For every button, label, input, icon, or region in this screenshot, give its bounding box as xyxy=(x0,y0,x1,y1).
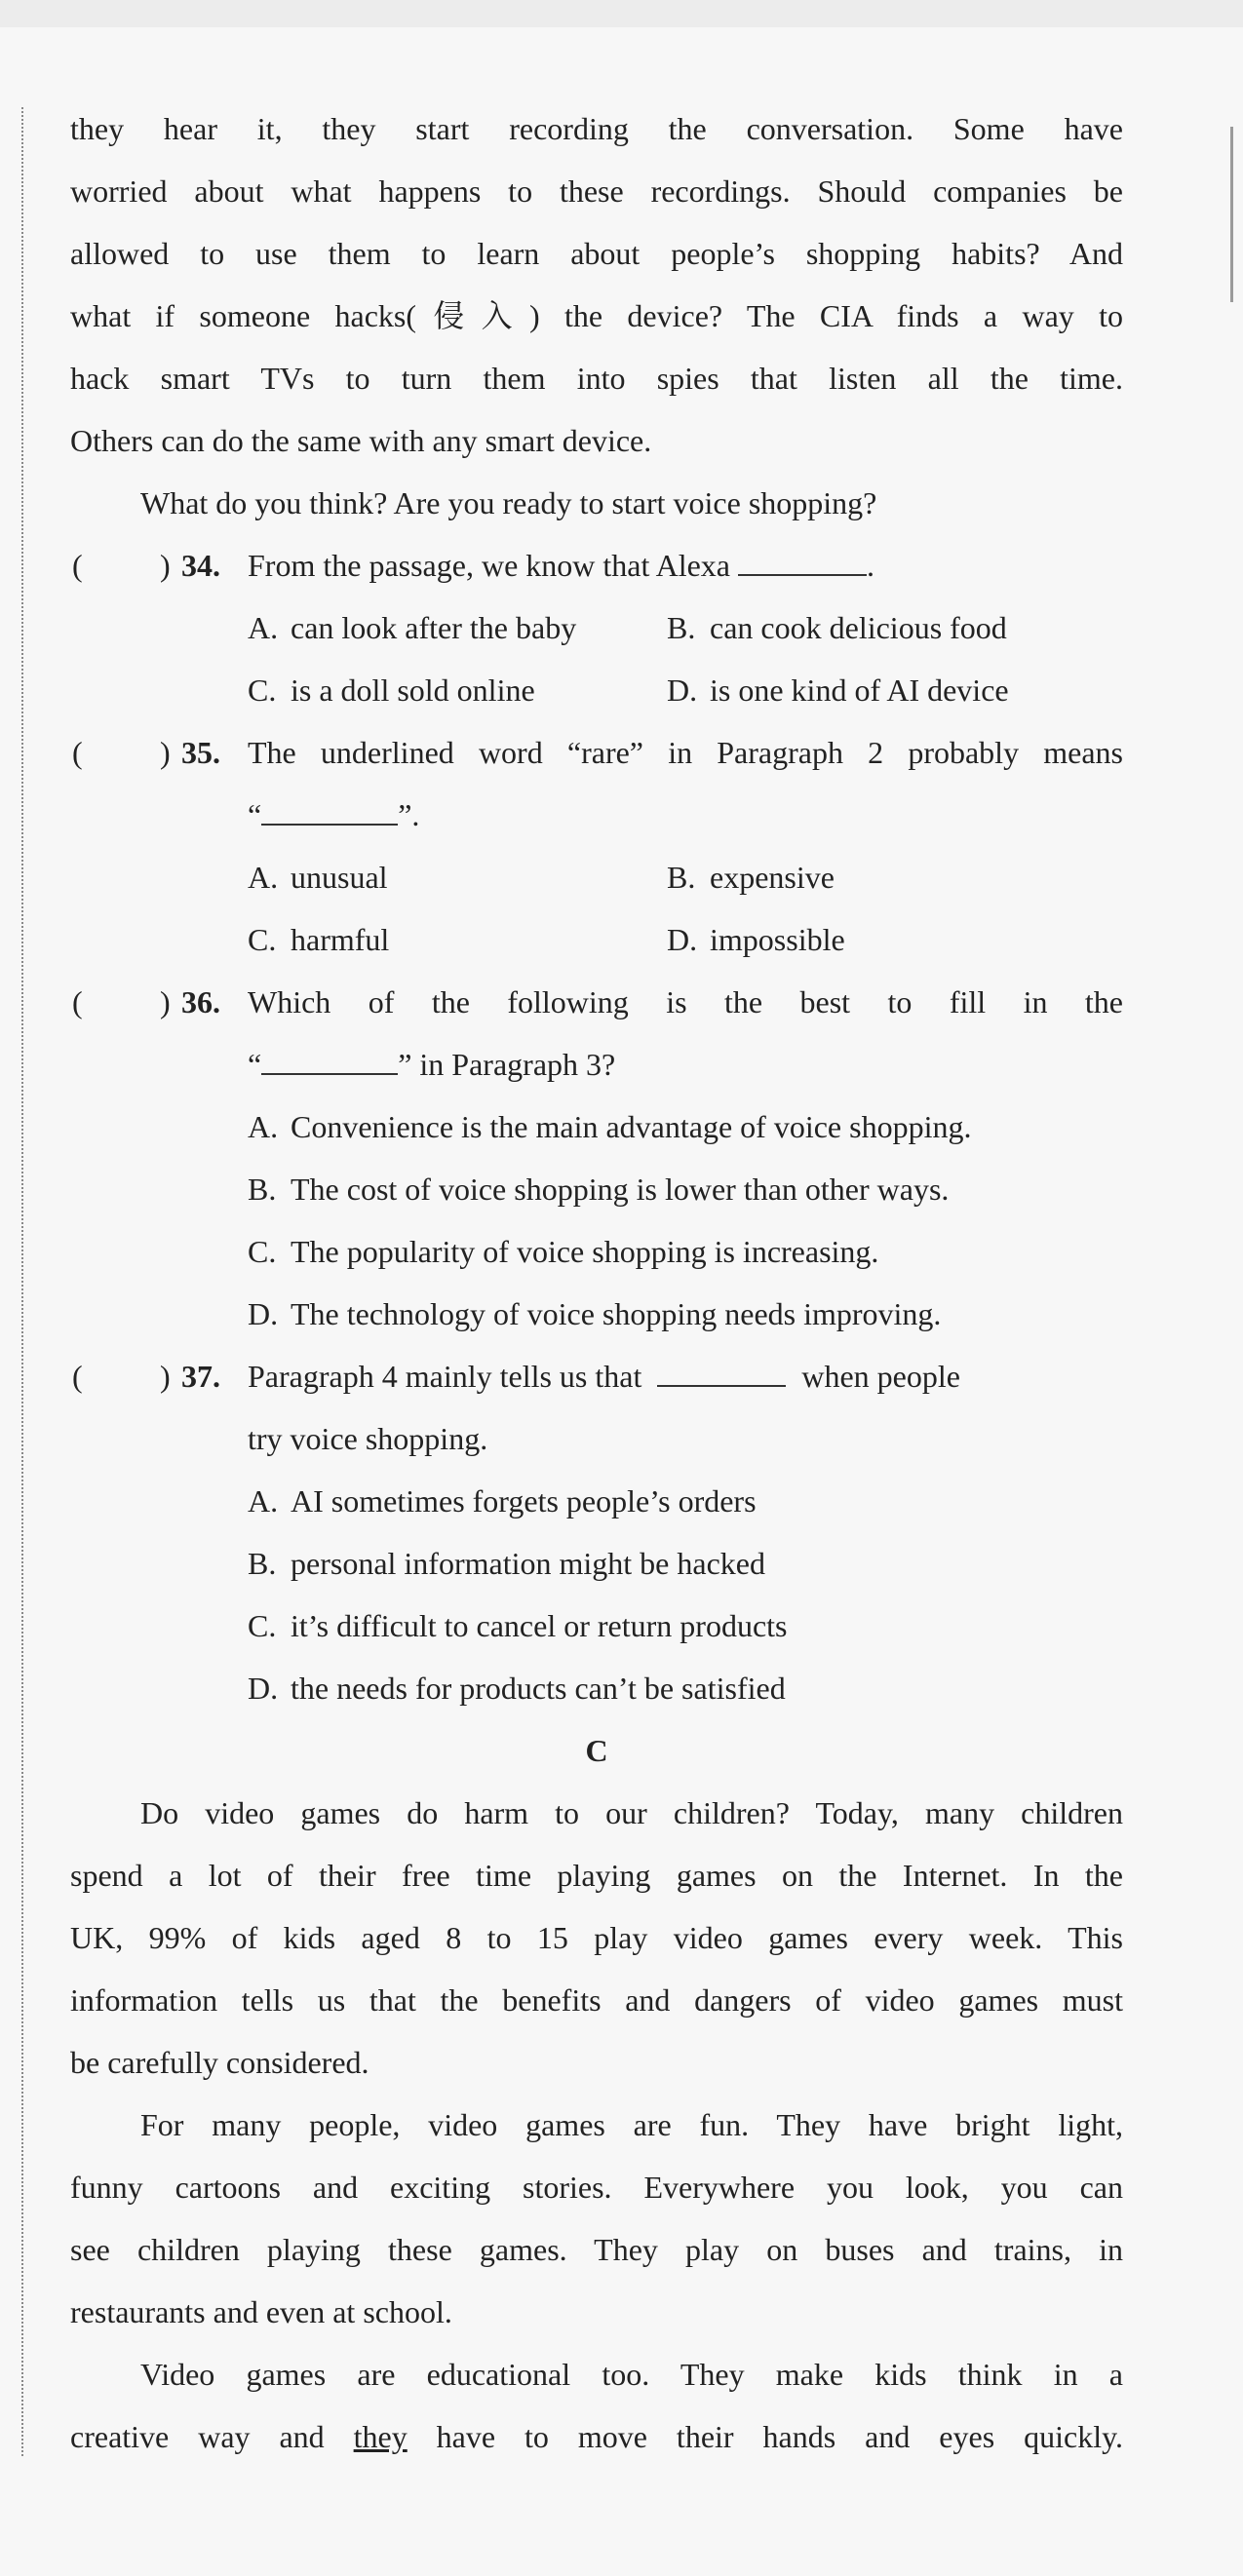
option-b: B. can cook delicious food xyxy=(667,610,1007,645)
answer-blank xyxy=(261,798,398,826)
question-stem: From the passage, we know that Alexa . xyxy=(248,548,874,583)
question-number: 35. xyxy=(181,735,220,770)
answer-blank xyxy=(738,549,867,576)
passage-line: Do video games do harm to our children? Today, many children xyxy=(140,1795,1123,1830)
passage-line: For many people, video games are fun. They have bright light, xyxy=(140,2107,1123,2142)
passage-line: they hear it, they start recording the conversation. Some have xyxy=(70,111,1123,146)
passage-line: information tells us that the benefits and dangers of video games must xyxy=(70,1982,1123,2018)
section-heading: C xyxy=(585,1733,608,1768)
option-c: C. it’s difficult to cancel or return products xyxy=(248,1608,788,1643)
passage-line: restaurants and even at school. xyxy=(70,2294,452,2329)
option-a: A. unusual xyxy=(248,860,388,895)
answer-paren-open[interactable]: ( xyxy=(72,735,83,770)
passage-line: allowed to use them to learn about people’s shopping habits? And xyxy=(70,236,1123,271)
option-c: C. is a doll sold online xyxy=(248,673,535,708)
passage-line: what if someone hacks(侵入) the device? The CIA finds a way to xyxy=(70,298,1123,333)
passage-closing: What do you think? Are you ready to start voice shopping? xyxy=(140,485,877,520)
passage-line: funny cartoons and exciting stories. Everywhere you look, you can xyxy=(70,2170,1123,2205)
question-stem: The underlined word “rare” in Paragraph 2 probably means xyxy=(248,735,1123,770)
answer-blank xyxy=(261,1048,398,1075)
option-a: A. can look after the baby xyxy=(248,610,577,645)
answer-paren-close: ) xyxy=(160,984,171,1019)
question-number: 36. xyxy=(181,984,220,1019)
question-stem: Paragraph 4 mainly tells us that when people xyxy=(248,1359,960,1394)
option-d: D. the needs for products can’t be satisfied xyxy=(248,1671,786,1706)
passage-line: worried about what happens to these recordings. Should companies be xyxy=(70,173,1123,209)
passage-line: Video games are educational too. They make kids think in a xyxy=(140,2357,1123,2392)
passage-line: hack smart TVs to turn them into spies that listen all the time. xyxy=(70,361,1123,396)
passage-line: UK, 99% of kids aged 8 to 15 play video games every week. This xyxy=(70,1920,1123,1955)
option-d: D. impossible xyxy=(667,922,845,957)
option-b: B. personal information might be hacked xyxy=(248,1546,765,1581)
question-number: 34. xyxy=(181,548,220,583)
option-c: C. harmful xyxy=(248,922,390,957)
answer-paren-open[interactable]: ( xyxy=(72,1359,83,1394)
passage-line: creative way and they have to move their hands and eyes quickly. xyxy=(70,2419,1123,2454)
passage-line: see children playing these games. They play on buses and trains, in xyxy=(70,2232,1123,2267)
passage-line: Others can do the same with any smart device. xyxy=(70,423,652,458)
answer-paren-close: ) xyxy=(160,548,171,583)
scan-edge-mark xyxy=(1230,127,1233,302)
answer-paren-close: ) xyxy=(160,1359,171,1394)
option-b: B. expensive xyxy=(667,860,835,895)
option-a: A. AI sometimes forgets people’s orders xyxy=(248,1483,757,1519)
answer-blank xyxy=(657,1360,786,1387)
passage-line: spend a lot of their free time playing games on the Internet. In the xyxy=(70,1858,1123,1893)
answer-paren-open[interactable]: ( xyxy=(72,984,83,1019)
answer-paren-open[interactable]: ( xyxy=(72,548,83,583)
option-b: B. The cost of voice shopping is lower than other ways. xyxy=(248,1172,950,1207)
option-d: D. The technology of voice shopping needs improving. xyxy=(248,1296,942,1331)
binding-dotted-line xyxy=(21,107,23,2456)
question-number: 37. xyxy=(181,1359,220,1394)
question-stem: Which of the following is the best to fill in the xyxy=(248,984,1123,1019)
option-c: C. The popularity of voice shopping is increasing. xyxy=(248,1234,879,1269)
option-d: D. is one kind of AI device xyxy=(667,673,1009,708)
scan-top-band xyxy=(0,0,1243,27)
answer-paren-close: ) xyxy=(160,735,171,770)
passage-line: be carefully considered. xyxy=(70,2045,369,2080)
underlined-word: they xyxy=(353,2419,408,2454)
option-a: A. Convenience is the main advantage of voice shopping. xyxy=(248,1109,972,1144)
